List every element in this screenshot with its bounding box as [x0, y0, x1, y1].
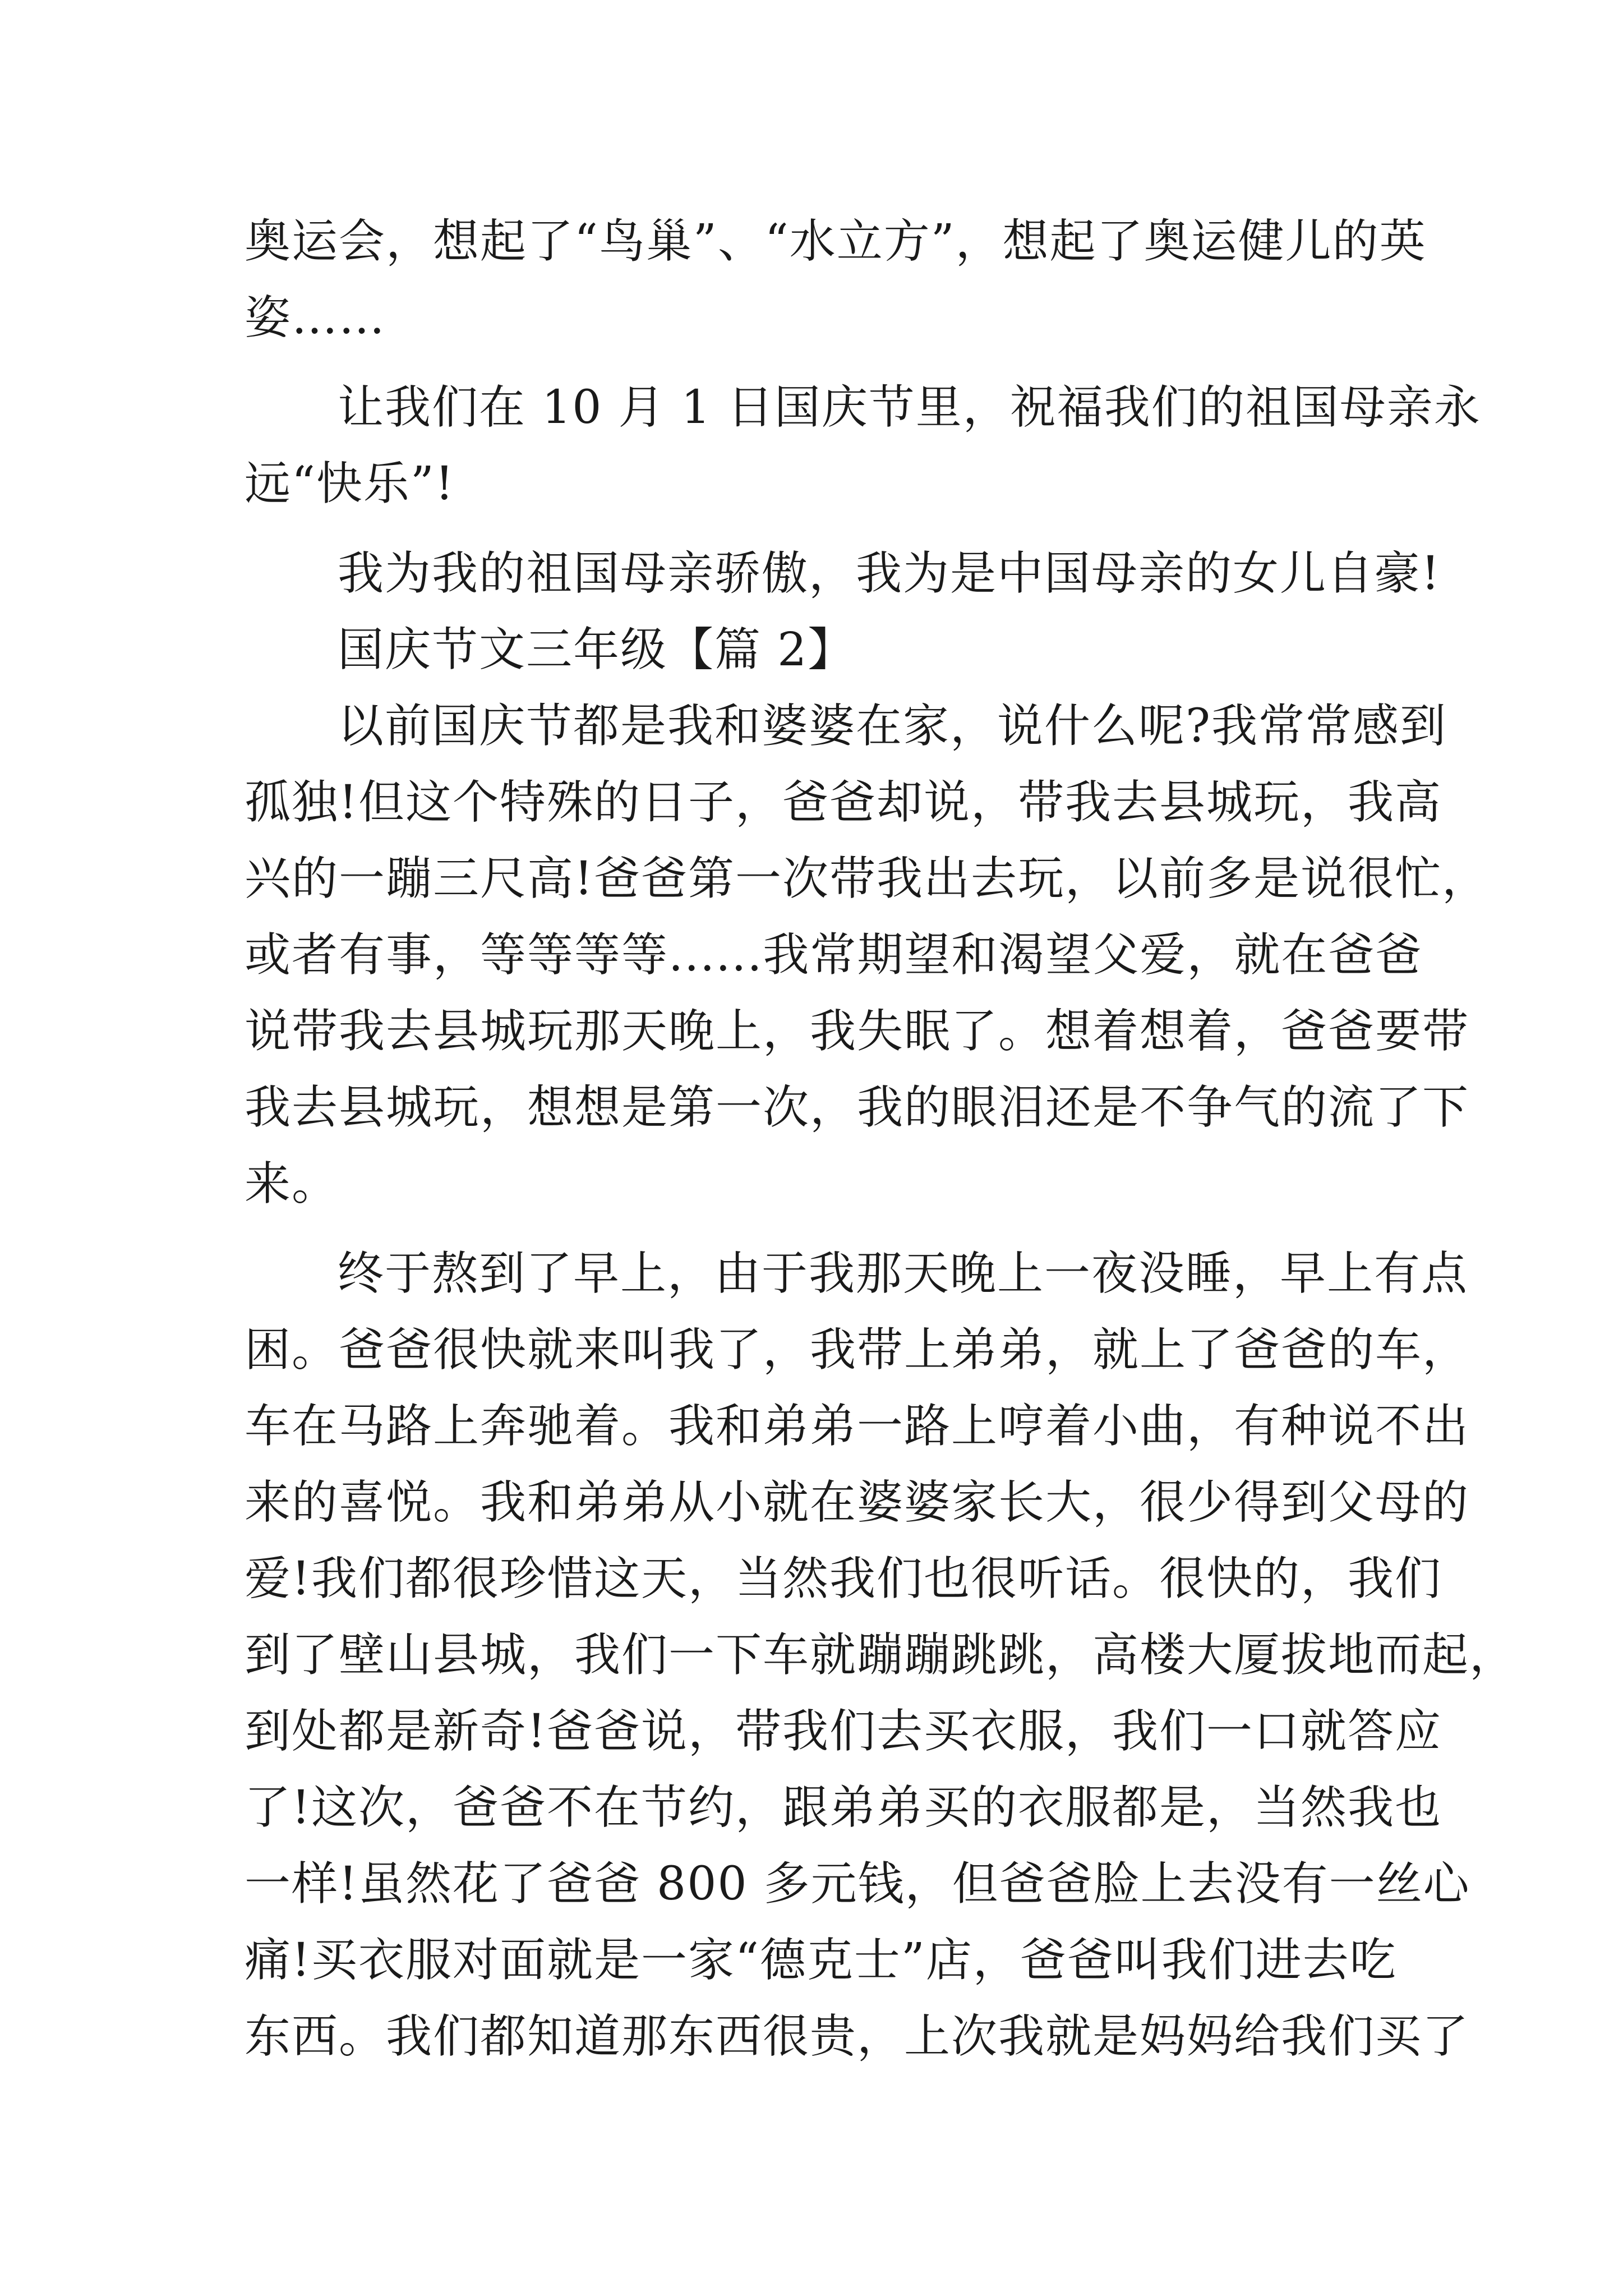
paragraph-line: 到处都是新奇!爸爸说，带我们去买衣服，我们一口就答应 [245, 1705, 1442, 1758]
paragraph-line: 奥运会，想起了“鸟巢”、“水立方”，想起了奥运健儿的英 [245, 215, 1427, 268]
paragraph-gap [245, 1222, 1389, 1236]
paragraph-line: 困。爸爸很快就来叫我了，我带上弟弟，就上了爸爸的车， [245, 1323, 1470, 1377]
paragraph-line: 终于熬到了早上，由于我那天晚上一夜没睡，早上有点 [338, 1247, 1469, 1300]
paragraph-line: 东西。我们都知道那东西很贵，上次我就是妈妈给我们买了 [245, 2010, 1470, 2063]
paragraph-line: 说带我去县城玩那天晚上，我失眠了。想着想着，爸爸要带 [245, 1005, 1470, 1058]
paragraph-line: 或者有事，等等等等......我常期望和渴望父爱，就在爸爸 [245, 928, 1423, 982]
paragraph-line: 孤独!但这个特殊的日子，爸爸却说，带我去县城玩，我高 [245, 776, 1442, 829]
paragraph-line: 兴的一蹦三尺高!爸爸第一次带我出去玩，以前多是说很忙， [245, 852, 1489, 905]
paragraph-line: 来的喜悦。我和弟弟从小就在婆婆家长大，很少得到父母的 [245, 1476, 1470, 1529]
paragraph-line: 以前国庆节都是我和婆婆在家，说什么呢?我常常感到 [338, 700, 1447, 753]
paragraph-line: 一样!虽然花了爸爸 800 多元钱，但爸爸脸上去没有一丝心 [245, 1857, 1470, 1911]
document-body [245, 204, 1517, 2075]
paragraph-line: 痛!买衣服对面就是一家“德克士”店，爸爸叫我们进去吃 [245, 1934, 1397, 1987]
paragraph-line: 爱!我们都很珍惜这天，当然我们也很听话。很快的，我们 [245, 1552, 1442, 1605]
paragraph-line: 到了壁山县城，我们一下车就蹦蹦跳跳，高楼大厦拔地而起， [245, 1628, 1517, 1682]
paragraph-line: 我去县城玩，想想是第一次，我的眼泪还是不争气的流了下 [245, 1081, 1470, 1134]
paragraph-line: 姿…… [245, 291, 386, 344]
paragraph-line: 让我们在 10 月 1 日国庆节里，祝福我们的祖国母亲永 [338, 381, 1481, 434]
paragraph-line: 我为我的祖国母亲骄傲，我为是中国母亲的女儿自豪! [338, 547, 1441, 600]
paragraph-gap [245, 356, 1389, 370]
paragraph-line: 了!这次，爸爸不在节约，跟弟弟买的衣服都是，当然我也 [245, 1781, 1442, 1834]
paragraph-line: 远“快乐”! [245, 457, 455, 510]
paragraph-line: 来。 [245, 1157, 339, 1211]
paragraph-gap [245, 522, 1389, 536]
paragraph-line: 车在马路上奔驰着。我和弟弟一路上哼着小曲，有种说不出 [245, 1400, 1470, 1453]
section-heading: 国庆节文三年级【篇 2】 [338, 623, 855, 677]
